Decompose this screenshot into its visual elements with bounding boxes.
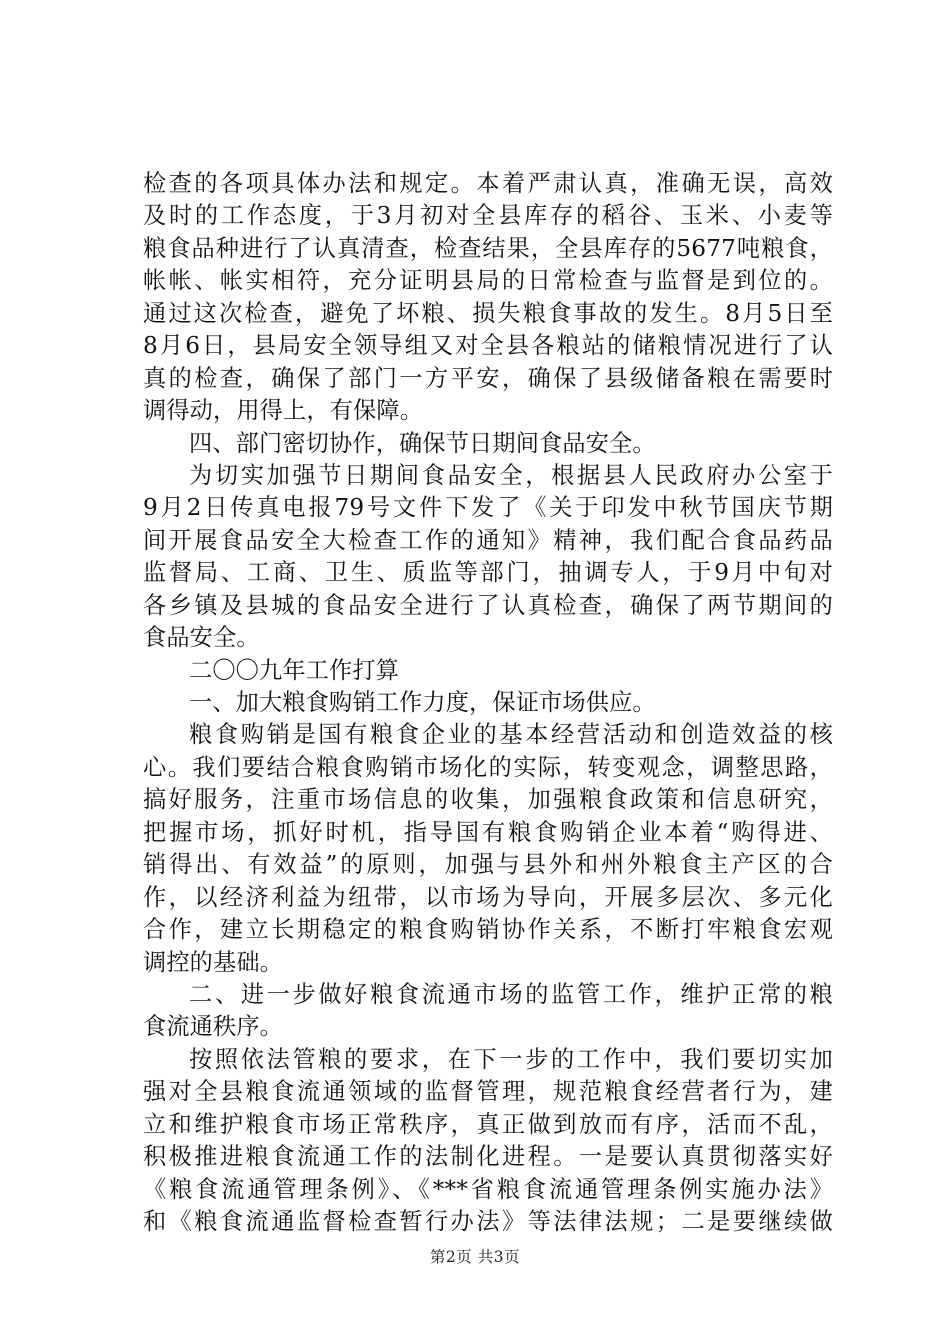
section-heading: 二、进一步做好粮食流通市场的监管工作，维护正常的粮 [189,980,833,1008]
text-line: 积极推进粮食流通工作的法制化进程。一是要认真贯彻落实好 [143,1143,833,1171]
text-line: 帐帐、帐实相符，充分证明县局的日常检查与监督是到位的。 [143,267,833,295]
text-line: 销得出、有效益”的原则，加强与县外和州外粮食主产区的合 [143,851,833,879]
section-heading: 一、加大粮食购销工作力度，保证市场供应。 [189,689,656,716]
text-line: 搞好服务，注重市场信息的收集，加强粮食政策和信息研究， [143,786,833,814]
text-line: 《粮食流通管理条例》、《***省粮食流通管理条例实施办法》 [143,1175,833,1203]
text-line: 检查的各项具体办法和规定。本着严肃认真，准确无误，高效 [143,170,833,197]
text-line: 8月6日，县局安全领导组又对全县各粮站的储粮情况进行了认 [143,332,833,360]
section-heading: 食流通秩序。 [143,1013,284,1041]
text-line: 按照依法管粮的要求，在下一步的工作中，我们要切实加 [189,1045,833,1073]
text-line: 作，以经济利益为纽带，以市场为导向，开展多层次、多元化 [143,883,833,911]
text-line: 粮食品种进行了认真清查，检查结果，全县库存的5677吨粮食， [143,234,833,262]
text-line: 食品安全。 [143,624,260,652]
text-line: 把握市场，抓好时机，指导国有粮食购销企业本着“购得进、 [143,818,833,846]
text-line: 间开展食品安全大检查工作的通知》精神，我们配合食品药品 [143,526,833,554]
page-number-footer: 第2页 共3页 [429,1248,521,1266]
text-line: 各乡镇及县城的食品安全进行了认真检查，确保了两节期间的 [143,591,833,619]
text-line: 调控的基础。 [143,948,284,976]
text-line: 合作，建立长期稳定的粮食购销协作关系，不断打牢粮食宏观 [143,916,833,944]
text-line: 立和维护粮食市场正常秩序，真正做到放而有序，活而不乱， [143,1110,833,1138]
text-line: 9月2日传真电报79号文件下发了《关于印发中秋节国庆节期 [143,494,833,522]
text-line: 真的检查，确保了部门一方平安，确保了县级储备粮在需要时 [143,364,833,392]
text-line: 强对全县粮食流通领域的监督管理，规范粮食经营者行为，建 [143,1078,833,1106]
text-line: 及时的工作态度，于3月初对全县库存的稻谷、玉米、小麦等 [143,202,833,230]
section-heading: 二〇〇九年工作打算 [189,656,400,684]
text-line: 监督局、工商、卫生、质监等部门，抽调专人，于9月中旬对 [143,559,833,587]
text-line: 粮食购销是国有粮食企业的基本经营活动和创造效益的核 [189,721,833,749]
text-line: 心。我们要结合粮食购销市场化的实际，转变观念，调整思路， [143,753,833,781]
document-body [143,168,833,1238]
text-line: 为切实加强节日期间食品安全，根据县人民政府办公室于 [189,461,833,489]
text-line: 调得动，用得上，有保障。 [143,397,424,425]
text-line: 通过这次检查，避免了坏粮、损失粮食事故的发生。8月5日至 [143,299,833,327]
text-line: 和《粮食流通监督检查暂行办法》等法律法规；二是要继续做 [143,1208,833,1235]
section-heading: 四、部门密切协作，确保节日期间食品安全。 [189,429,656,457]
